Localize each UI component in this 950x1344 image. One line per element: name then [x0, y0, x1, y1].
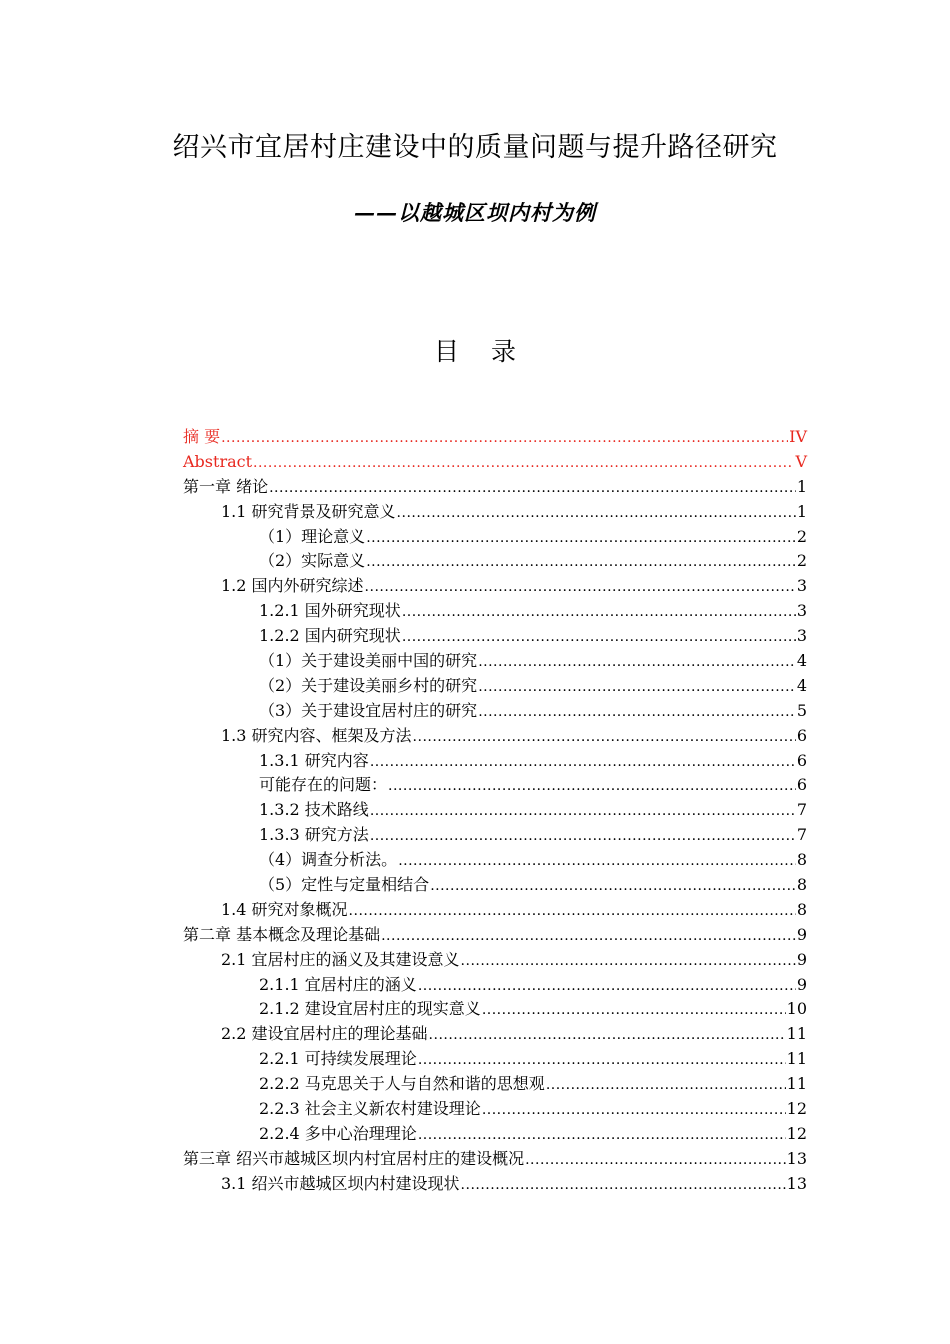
toc-entry-label: 1.3.1 研究内容 [259, 750, 369, 770]
toc-entry[interactable] [183, 574, 807, 599]
toc-leader-dots [370, 824, 796, 849]
toc-leader-dots [478, 675, 796, 700]
toc-entry[interactable] [183, 1072, 807, 1097]
toc-entry[interactable] [183, 475, 807, 500]
toc-entry[interactable] [183, 1022, 807, 1047]
toc-entry[interactable] [183, 1097, 807, 1122]
toc-entry[interactable] [183, 1047, 807, 1072]
toc-entry-label: 1.4 研究对象概况 [221, 899, 348, 919]
toc-entry-page: 4 [796, 675, 807, 695]
toc-leader-dots [253, 451, 794, 476]
toc-entry-page: 4 [796, 651, 807, 671]
toc-entry[interactable] [183, 898, 807, 923]
toc-leader-dots [221, 426, 788, 451]
toc-entry-page: 11 [786, 1024, 807, 1044]
toc-entry-page: 9 [796, 974, 807, 994]
toc-entry-page: 11 [786, 1074, 807, 1094]
toc-entry-label: （1）理论意义 [259, 526, 366, 546]
toc-entry[interactable] [183, 649, 807, 674]
toc-leader-dots [418, 974, 796, 999]
toc-entry-label: 2.1 宜居村庄的涵义及其建设意义 [221, 949, 460, 969]
toc-entry-page: 2 [796, 551, 807, 571]
toc-entry-page: 8 [796, 899, 807, 919]
toc-entry-label: （2）关于建设美丽乡村的研究 [259, 675, 478, 695]
toc-entry[interactable] [183, 948, 807, 973]
toc-leader-dots [388, 774, 796, 799]
toc-leader-dots [402, 600, 796, 625]
toc-entry-label: 1.3.2 技术路线 [259, 800, 369, 820]
toc-entry-page: 8 [796, 850, 807, 870]
toc-leader-dots [482, 1098, 786, 1123]
toc-leader-dots [365, 575, 796, 600]
document-subtitle: ——以越城区坝内村为例 [354, 200, 596, 225]
toc-entry[interactable] [183, 749, 807, 774]
toc-leader-dots [402, 625, 796, 650]
toc-entry-page: 6 [796, 775, 807, 795]
toc-entry-label: （3）关于建设宜居村庄的研究 [259, 700, 478, 720]
toc-entry[interactable] [183, 525, 807, 550]
toc-leader-dots [269, 476, 796, 501]
toc-entry-page: 6 [796, 750, 807, 770]
toc-entry-page: 2 [796, 526, 807, 546]
toc-entry-page: 1 [796, 501, 807, 521]
toc-leader-dots [370, 799, 796, 824]
toc-entry-label: （2）实际意义 [259, 551, 366, 571]
toc-entry-label: Abstract [183, 451, 253, 471]
toc-entry-label: 2.2.2 马克思关于人与自然和谐的思想观 [259, 1074, 545, 1094]
toc-entry-label: 2.1.2 建设宜居村庄的现实意义 [259, 999, 481, 1019]
toc-entry-page: 3 [796, 626, 807, 646]
toc-entry[interactable] [183, 997, 807, 1022]
toc-entry-label: 2.2.3 社会主义新农村建设理论 [259, 1099, 481, 1119]
toc-leader-dots [349, 899, 796, 924]
toc-entry-label: 摘 要 [183, 427, 221, 446]
toc-entry[interactable] [183, 973, 807, 998]
toc-leader-dots [461, 1173, 786, 1198]
toc-entry[interactable] [183, 599, 807, 624]
toc-entry-label: （4）调查分析法。 [259, 850, 398, 870]
toc-entry-label: 1.1 研究背景及研究意义 [221, 501, 396, 521]
toc-entry-label: （5）定性与定量相结合 [259, 875, 430, 895]
toc-leader-dots [418, 1048, 786, 1073]
toc-entry-label: 3.1 绍兴市越城区坝内村建设现状 [221, 1173, 460, 1193]
toc-entry[interactable] [183, 1122, 807, 1147]
toc-entry-page: 9 [796, 949, 807, 969]
toc-entry-page: 13 [786, 1173, 807, 1193]
toc-entry[interactable] [183, 873, 807, 898]
toc-heading: 目 录 [434, 337, 528, 366]
toc-entry-label: 2.2 建设宜居村庄的理论基础 [221, 1024, 428, 1044]
toc-entry-page: 10 [786, 999, 807, 1019]
toc-entry-label: （1）关于建设美丽中国的研究 [259, 651, 478, 671]
toc-leader-dots [429, 1023, 786, 1048]
toc-entry-label: 1.2.1 国外研究现状 [259, 601, 401, 621]
toc-entry[interactable] [183, 699, 807, 724]
toc-entry[interactable] [183, 798, 807, 823]
toc-leader-dots [381, 924, 796, 949]
toc-leader-dots [370, 750, 796, 775]
toc-leader-dots [478, 650, 796, 675]
document-title: 绍兴市宜居村庄建设中的质量问题与提升路径研究 [172, 132, 778, 163]
toc-entry-page: V [795, 451, 807, 471]
toc-entry-page: 3 [796, 576, 807, 596]
toc-entry-page: 1 [796, 476, 807, 496]
toc-entry-page: 7 [796, 825, 807, 845]
toc-entry[interactable] [183, 1172, 807, 1197]
toc-entry-label: 2.2.4 多中心治理理论 [259, 1123, 417, 1143]
toc-entry-page: 7 [796, 800, 807, 820]
toc-entry-page: 6 [796, 725, 807, 745]
toc-leader-dots [366, 550, 796, 575]
toc-entry[interactable] [183, 724, 807, 749]
toc-entry[interactable] [183, 773, 807, 798]
toc-leader-dots [482, 998, 786, 1023]
toc-entry-label: 1.3.3 研究方法 [259, 825, 369, 845]
table-of-contents [183, 425, 807, 1197]
toc-entry[interactable] [183, 823, 807, 848]
toc-leader-dots [430, 874, 796, 899]
toc-entry-label: 可能存在的问题： [259, 775, 388, 795]
toc-leader-dots [418, 1123, 786, 1148]
toc-entry[interactable] [183, 500, 807, 525]
toc-entry-label: 1.2 国内外研究综述 [221, 576, 364, 596]
toc-entry[interactable] [183, 549, 807, 574]
toc-entry[interactable] [183, 425, 807, 450]
toc-entry-page: 9 [796, 924, 807, 944]
toc-entry-label: 第二章 基本概念及理论基础 [183, 924, 381, 944]
toc-leader-dots [461, 949, 796, 974]
toc-entry[interactable] [183, 848, 807, 873]
toc-entry-page: IV [789, 427, 807, 446]
toc-leader-dots [546, 1073, 786, 1098]
toc-entry-page: 12 [786, 1099, 807, 1119]
toc-leader-dots [413, 725, 796, 750]
toc-entry[interactable] [183, 674, 807, 699]
toc-leader-dots [366, 526, 796, 551]
toc-entry-page: 13 [786, 1148, 807, 1168]
toc-entry-page: 8 [796, 875, 807, 895]
toc-entry-label: 1.3 研究内容、框架及方法 [221, 725, 412, 745]
toc-entry-label: 1.2.2 国内研究现状 [259, 626, 401, 646]
toc-entry-page: 5 [796, 700, 807, 720]
toc-entry-page: 3 [796, 601, 807, 621]
toc-entry-label: 2.2.1 可持续发展理论 [259, 1049, 417, 1069]
toc-entry[interactable] [183, 624, 807, 649]
toc-leader-dots [397, 501, 796, 526]
toc-entry-label: 2.1.1 宜居村庄的涵义 [259, 974, 417, 994]
toc-entry-label: 第一章 绪论 [183, 476, 269, 496]
toc-entry-page: 12 [786, 1123, 807, 1143]
toc-entry-label: 第三章 绍兴市越城区坝内村宜居村庄的建设概况 [183, 1148, 525, 1168]
toc-entry[interactable] [183, 923, 807, 948]
toc-entry[interactable] [183, 450, 807, 475]
toc-leader-dots [398, 849, 796, 874]
toc-leader-dots [478, 700, 796, 725]
toc-leader-dots [525, 1148, 786, 1173]
toc-entry-page: 11 [786, 1049, 807, 1069]
toc-entry[interactable] [183, 1147, 807, 1172]
